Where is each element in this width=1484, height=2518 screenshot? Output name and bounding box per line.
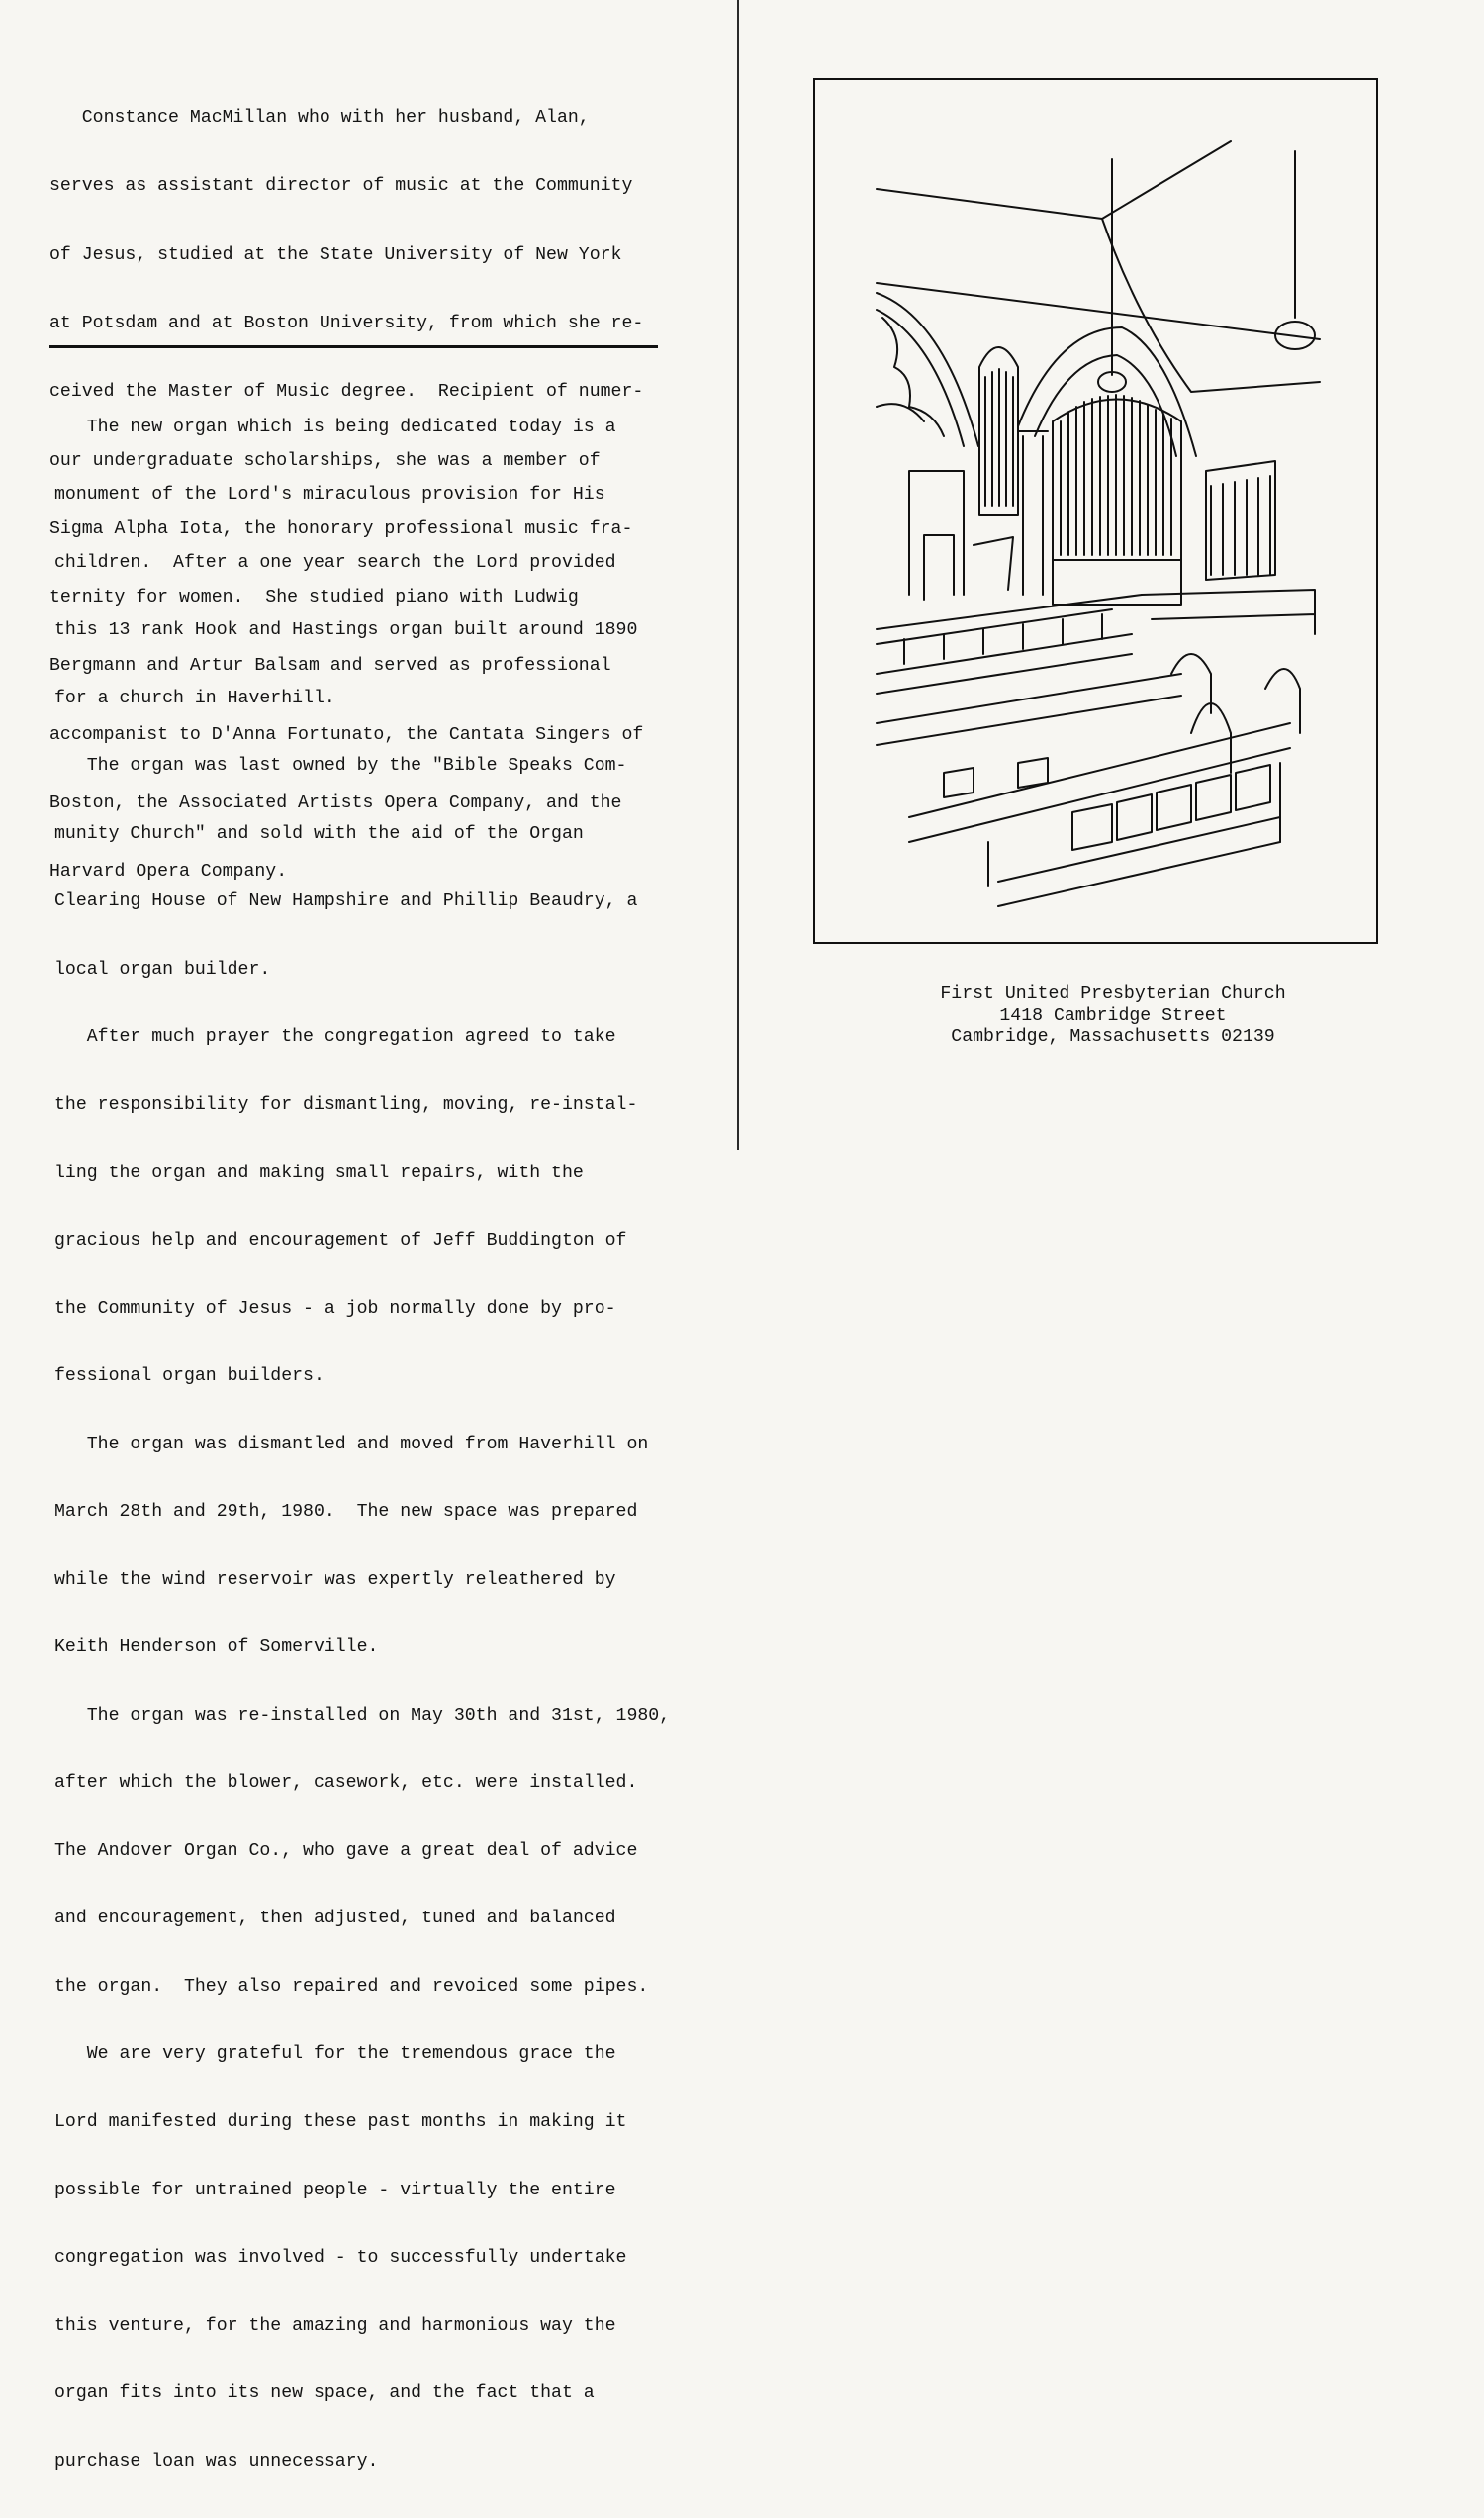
chair — [924, 535, 954, 600]
organ-line: fessional organ builders. — [54, 1366, 325, 1387]
organ-line: congregation was involved - to successfully undertake — [54, 2248, 627, 2269]
left-page — [0, 0, 737, 2471]
organ-line: ling the organ and making small repairs, with the — [54, 1163, 584, 1183]
doorway — [909, 471, 964, 595]
window — [1206, 461, 1275, 580]
organ-line: after which the blower, casework, etc. were installed. — [54, 1773, 638, 1794]
organ-line: The organ was last owned by the "Bible Speaks Com- — [54, 756, 627, 777]
bio-line: Harvard Opera Company. — [49, 862, 288, 883]
pew-row-4 — [998, 817, 1280, 906]
pew-row-1 — [877, 634, 1132, 694]
church-address — [890, 984, 1336, 1049]
bio-line: at Potsdam and at Boston University, from which she re- — [49, 314, 644, 334]
church-name: First United Presbyterian Church — [940, 984, 1286, 1004]
organ-line: We are very grateful for the tremendous grace the — [54, 2044, 616, 2065]
column — [1018, 431, 1048, 595]
bio-line: Sigma Alpha Iota, the honorary professional music fra- — [49, 518, 633, 539]
organ-line: children. After a one year search the Lord provided — [54, 552, 616, 573]
organ-line: The new organ which is being dedicated today is a — [54, 417, 616, 437]
organ-main-pipes — [1061, 395, 1171, 555]
arch-left — [877, 293, 978, 446]
bio-line: ternity for women. She studied piano with Ludwig — [49, 588, 579, 608]
pew-end-1 — [1171, 654, 1211, 713]
pew-right — [1142, 590, 1315, 634]
street-address: 1418 Cambridge Street — [999, 1005, 1227, 1026]
bio-line: of Jesus, studied at the State University of New York — [49, 244, 622, 265]
organ-line: munity Church" and sold with the aid of the Organ — [54, 823, 584, 844]
organ-line: The organ was re-installed on May 30th and 31st, 1980, — [54, 1705, 671, 1725]
organ-line: and encouragement, then adjusted, tuned and balanced — [54, 1909, 616, 1929]
window-mullions — [1211, 476, 1270, 575]
bio-line: Constance MacMillan who with her husband, Alan, — [49, 108, 590, 129]
organ-line: organ fits into its new space, and the fact that a — [54, 2383, 595, 2404]
organ-line: this venture, for the amazing and harmonious way the — [54, 2315, 616, 2336]
arch-left-inner — [877, 310, 964, 446]
bio-line: accompanist to D'Anna Fortunato, the Cantata Singers of — [49, 724, 644, 745]
city-state-zip: Cambridge, Massachusetts 02139 — [951, 1027, 1275, 1048]
organ-line: the Community of Jesus - a job normally done by pro- — [54, 1298, 616, 1319]
organ-dedication-text — [54, 371, 707, 2518]
organ-line: the responsibility for dismantling, moving, re-instal- — [54, 1095, 638, 1115]
organ-line: The Andover Organ Co., who gave a great deal of advice — [54, 1840, 638, 1861]
organ-line: After much prayer the congregation agreed to take — [54, 1027, 616, 1048]
pew-end-3 — [1265, 669, 1300, 733]
organ-line: for a church in Haverhill. — [54, 688, 335, 708]
organ-line: purchase loan was unnecessary. — [54, 2451, 379, 2471]
lectern — [974, 537, 1013, 590]
bio-line: serves as assistant director of music at the Community — [49, 176, 633, 197]
organ-line: local organ builder. — [54, 959, 271, 979]
pew-row-2 — [877, 674, 1181, 745]
bio-line: Boston, the Associated Artists Opera Company, and the — [49, 793, 622, 813]
bio-line: our undergraduate scholarships, she was a member of — [49, 450, 601, 471]
bio-line: Bergmann and Artur Balsam and served as professional — [49, 656, 611, 677]
organ-line: Keith Henderson of Somerville. — [54, 1637, 379, 1658]
organ-side-pipes — [985, 369, 1013, 506]
fresco-branch — [877, 404, 924, 421]
organ-line: possible for untrained people - virtually the entire — [54, 2180, 616, 2200]
hymnal-rack-1 — [944, 758, 1048, 797]
organ-line: this 13 rank Hook and Hastings organ built around 1890 — [54, 620, 638, 641]
church-interior-drawing — [815, 80, 1375, 941]
fresco-tree — [882, 318, 944, 436]
organ-line: monument of the Lord's miraculous provision for His — [54, 485, 605, 506]
pew-row-3 — [909, 723, 1290, 842]
organ-line: while the wind reservoir was expertly releathered by — [54, 1569, 616, 1590]
organ-line: March 28th and 29th, 1980. The new space was prepared — [54, 1502, 638, 1523]
organ-line: The organ was dismantled and moved from Haverhill on — [54, 1434, 649, 1454]
section-divider — [49, 345, 658, 348]
organ-line: gracious help and encouragement of Jeff Buddington of — [54, 1231, 627, 1252]
organ-line: Clearing House of New Hampshire and Phillip Beaudry, a — [54, 891, 638, 912]
church-interior-illustration — [813, 78, 1378, 944]
organ-line: Lord manifested during these past months in making it — [54, 2111, 627, 2132]
organ-line: the organ. They also repaired and revoiced some pipes. — [54, 1976, 649, 1997]
bio-line: ceived the Master of Music degree. Recipient of numer- — [49, 382, 644, 403]
ceiling-line — [877, 141, 1231, 219]
